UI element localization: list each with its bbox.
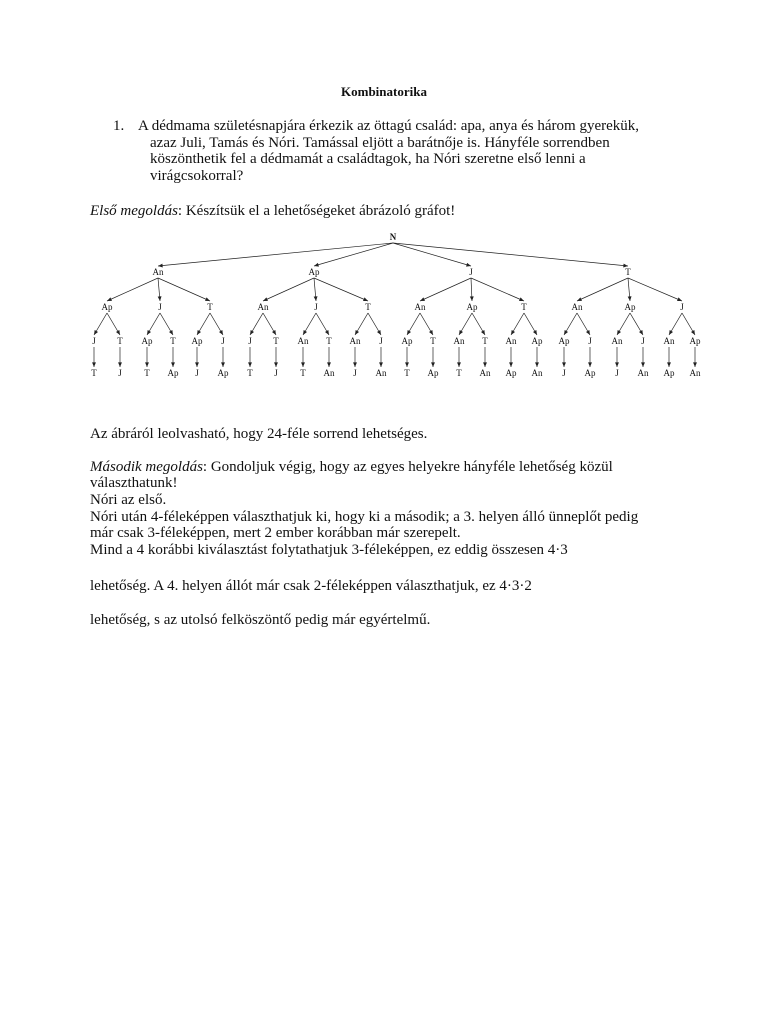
- solution1-paragraph: [90, 203, 455, 220]
- tree-edge: [420, 278, 471, 301]
- arrowhead: [248, 362, 252, 367]
- tree-node-level4: T: [91, 368, 97, 378]
- arrowhead: [639, 330, 643, 335]
- tree-node-level4: T: [456, 368, 462, 378]
- solution2-line-b: lehetőség. A 4. helyen állót már csak 2-féleképpen választhatjuk, ez 4·3·2: [90, 578, 532, 594]
- tree-node-level3: T: [273, 336, 279, 346]
- arrowhead: [116, 330, 120, 335]
- arrowhead: [509, 362, 513, 367]
- arrowhead: [564, 330, 568, 335]
- tree-node-level4: An: [531, 368, 543, 378]
- arrowhead: [92, 362, 96, 367]
- solution1-text: : Készítsük el a lehetőségeket ábrázoló gráfot!: [177, 203, 456, 219]
- arrowhead: [221, 362, 225, 367]
- arrowhead: [118, 362, 122, 367]
- tree-node-level4: Ap: [584, 368, 596, 378]
- tree-node-level3: An: [349, 336, 361, 346]
- permutation-tree-diagram: [0, 230, 768, 385]
- tree-node-level3: Ap: [558, 336, 570, 346]
- tree-node-level2: T: [521, 302, 527, 312]
- arrowhead: [274, 362, 278, 367]
- tree-node-level2: J: [314, 302, 318, 312]
- solution2-line: Mind a 4 korábbi kiválasztást folytathatjuk 3-féleképpen, ez eddig összesen 4·3: [90, 542, 568, 558]
- tree-node-level4: Ap: [427, 368, 439, 378]
- arrowhead: [377, 330, 381, 335]
- tree-node-level3: Ap: [191, 336, 203, 346]
- tree-edge: [314, 278, 368, 301]
- tree-edge: [577, 278, 628, 301]
- arrowhead: [533, 330, 537, 335]
- tree-node-level3: J: [221, 336, 225, 346]
- page-title: Kombinatorika: [341, 84, 427, 99]
- arrowhead: [195, 362, 199, 367]
- tree-node-level2: An: [257, 302, 269, 312]
- tree-edge: [107, 278, 158, 301]
- tree-node-level3: J: [641, 336, 645, 346]
- tree-node-level3: T: [326, 336, 332, 346]
- arrowhead: [94, 330, 98, 335]
- tree-node-level3: T: [430, 336, 436, 346]
- result-sentence: Az ábráról leolvasható, hogy 24-féle sorrend lehetséges.: [90, 426, 428, 442]
- solution2-line: választhatunk!: [90, 475, 178, 491]
- tree-node-level3: An: [297, 336, 309, 346]
- tree-node-level3: An: [505, 336, 517, 346]
- problem-line: A dédmama születésnapjára érkezik az öttagú család: apa, anya és három gyerekük,: [138, 118, 640, 134]
- tree-node-level4: An: [323, 368, 335, 378]
- arrowhead: [272, 330, 276, 335]
- tree-node-level4: An: [375, 368, 387, 378]
- arrowhead: [429, 330, 433, 335]
- tree-node-level3: Ap: [531, 336, 543, 346]
- tree-node-level1: J: [469, 267, 473, 277]
- tree-edge: [314, 243, 393, 266]
- tree-node-level3: T: [170, 336, 176, 346]
- tree-node-level3: An: [453, 336, 465, 346]
- tree-node-level1: T: [625, 267, 631, 277]
- problem-number: 1.: [113, 118, 125, 134]
- solution2-line: már csak 3-féleképpen, mert 2 ember korábban már szerepelt.: [90, 525, 461, 541]
- arrowhead: [562, 362, 566, 367]
- arrowhead: [197, 330, 201, 335]
- tree-node-level4: Ap: [505, 368, 517, 378]
- tree-node-level2: T: [365, 302, 371, 312]
- arrowhead: [355, 330, 359, 335]
- tree-node-level2: J: [680, 302, 684, 312]
- tree-node-level4: T: [404, 368, 410, 378]
- arrowhead: [511, 330, 515, 335]
- tree-node-level1: Ap: [308, 267, 320, 277]
- tree-edge: [393, 243, 628, 266]
- arrowhead: [667, 362, 671, 367]
- tree-edge: [158, 278, 210, 301]
- arrowhead: [169, 330, 173, 335]
- tree-node-level4: Ap: [167, 368, 179, 378]
- arrowhead: [470, 296, 474, 301]
- tree-node-level3: T: [117, 336, 123, 346]
- tree-edge: [628, 278, 682, 301]
- arrowhead: [615, 362, 619, 367]
- tree-node-level2: An: [571, 302, 583, 312]
- tree-node-level2: T: [207, 302, 213, 312]
- solution1-label: Első megoldás: [90, 203, 178, 219]
- tree-node-level3: J: [248, 336, 252, 346]
- tree-node-level4: Ap: [663, 368, 675, 378]
- problem-text: [138, 118, 678, 184]
- arrowhead: [407, 330, 411, 335]
- tree-node-level4: T: [247, 368, 253, 378]
- solution2-line-c: lehetőség, s az utolsó felköszöntő pedig már egyértelmű.: [90, 612, 431, 628]
- tree-node-level2: J: [158, 302, 162, 312]
- solution2-line: Nóri az első.: [90, 492, 167, 508]
- arrowhead: [669, 330, 673, 335]
- tree-node-level3: Ap: [141, 336, 153, 346]
- tree-node-level4: J: [195, 368, 199, 378]
- tree-node-level4: J: [353, 368, 357, 378]
- tree-node-level4: Ap: [217, 368, 229, 378]
- tree-node-level4: J: [615, 368, 619, 378]
- arrowhead: [691, 330, 695, 335]
- tree-node-level4: J: [118, 368, 122, 378]
- arrowhead: [535, 362, 539, 367]
- arrowhead: [483, 362, 487, 367]
- arrowhead: [405, 362, 409, 367]
- arrowhead: [325, 330, 329, 335]
- arrowhead: [379, 362, 383, 367]
- arrowhead: [250, 330, 254, 335]
- tree-node-level3: Ap: [689, 336, 701, 346]
- tree-node-level2: Ap: [101, 302, 113, 312]
- arrowhead: [327, 362, 331, 367]
- tree-node-level3: An: [663, 336, 675, 346]
- arrowhead: [171, 362, 175, 367]
- arrowhead: [481, 330, 485, 335]
- arrowhead: [466, 263, 471, 267]
- solution2-paragraph: [90, 459, 613, 476]
- tree-node-level4: T: [144, 368, 150, 378]
- tree-edge: [471, 278, 524, 301]
- tree-node-level2: Ap: [466, 302, 478, 312]
- tree-node-level4: An: [689, 368, 701, 378]
- tree-node-level1: An: [152, 267, 164, 277]
- problem-line: virágcsokorral?: [150, 167, 244, 184]
- tree-node-level2: Ap: [624, 302, 636, 312]
- solution2-label: Második megoldás: [90, 459, 203, 475]
- tree-node-level4: J: [562, 368, 566, 378]
- tree-root-node: N: [389, 232, 397, 242]
- solution2-text: : Gondoljuk végig, hogy az egyes helyekre hányféle lehetőség közül: [202, 459, 613, 475]
- tree-node-level3: An: [611, 336, 623, 346]
- arrowhead: [459, 330, 463, 335]
- problem-line: azaz Juli, Tamás és Nóri. Tamással eljött a barátnője is. Hányféle sorrendben: [150, 134, 610, 151]
- tree-node-level4: J: [274, 368, 278, 378]
- tree-edge: [393, 243, 471, 266]
- arrowhead: [353, 362, 357, 367]
- tree-node-level4: An: [637, 368, 649, 378]
- arrowhead: [301, 362, 305, 367]
- arrowhead: [693, 362, 697, 367]
- tree-node-level3: Ap: [401, 336, 413, 346]
- solution2-line: Nóri után 4-féleképpen választhatjuk ki, hogy ki a második; a 3. helyen álló ünneplőt pedig: [90, 509, 639, 525]
- arrowhead: [588, 362, 592, 367]
- tree-node-level3: J: [379, 336, 383, 346]
- tree-node-level2: An: [414, 302, 426, 312]
- arrowhead: [145, 362, 149, 367]
- tree-node-level3: J: [588, 336, 592, 346]
- tree-edge: [263, 278, 314, 301]
- arrowhead: [617, 330, 621, 335]
- arrowhead: [586, 330, 590, 335]
- arrowhead: [303, 330, 307, 335]
- tree-edge: [158, 243, 393, 266]
- problem-line: köszönthetik fel a dédmamát a családtagok, ha Nóri szeretne első lenni a: [150, 151, 586, 167]
- tree-node-level4: An: [479, 368, 491, 378]
- arrowhead: [641, 362, 645, 367]
- arrowhead: [219, 330, 223, 335]
- tree-node-level3: J: [92, 336, 96, 346]
- arrowhead: [431, 362, 435, 367]
- arrowhead: [147, 330, 151, 335]
- arrowhead: [457, 362, 461, 367]
- tree-node-level3: T: [482, 336, 488, 346]
- tree-node-level4: T: [300, 368, 306, 378]
